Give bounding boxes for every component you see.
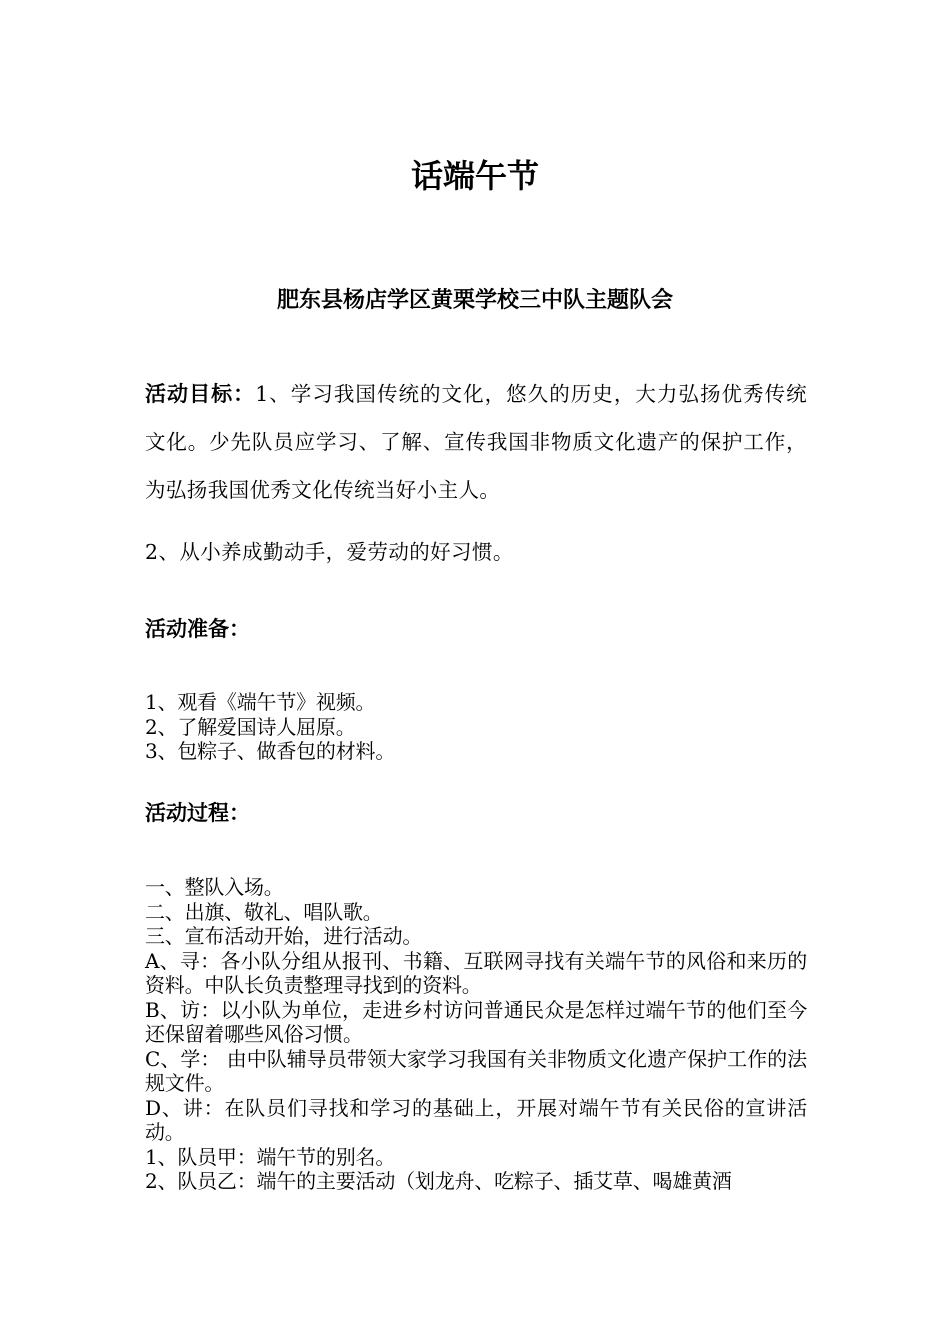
list-item: 1、队员甲：端午节的别名。 (145, 1144, 396, 1169)
list-item: A、寻：各小队分组从报刊、书籍、互联网寻找有关端午节的风俗和来历的资料。中队长负责整理寻找到的资料。 (145, 948, 807, 997)
preparation-heading: 活动准备： (145, 617, 250, 641)
list-item: 1、观看《端午节》视频。 (145, 690, 376, 714)
list-item: 三、宣布活动开始，进行活动。 (145, 924, 423, 948)
process-heading: 活动过程： (145, 801, 250, 825)
preparation-list (145, 690, 807, 764)
goals-text-2: 2、从小养成勤动手，爱劳动的好习惯。 (145, 540, 514, 564)
page-subtitle: 肥东县杨店学区黄栗学校三中队主题队会 (276, 288, 673, 313)
page-title: 话端午节 (410, 157, 539, 195)
list-item: 2、了解爱国诗人屈原。 (145, 714, 356, 739)
list-item: 二、出旗、敬礼、唱队歌。 (145, 899, 383, 924)
goals-heading: 活动目标： (145, 382, 256, 406)
list-item: 2、队员乙：端午的主要活动（划龙舟、吃粽子、插艾草、喝雄黄酒 (145, 1169, 732, 1193)
goals-paragraph (145, 370, 807, 514)
process-list (145, 875, 807, 1194)
list-item: B、访：以小队为单位，走进乡村访问普通民众是怎样过端午节的他们至今还保留着哪些风俗习惯。 (145, 997, 807, 1046)
list-item: C、学： 由中队辅导员带领大家学习我国有关非物质文化遗产保护工作的法规文件。 (145, 1046, 807, 1095)
list-item: 一、整队入场。 (145, 875, 284, 899)
list-item: 3、包粽子、做香包的材料。 (145, 739, 396, 763)
list-item: D、讲：在队员们寻找和学习的基础上，开展对端午节有关民俗的宣讲活动。 (145, 1095, 807, 1144)
goals-text-1: 1、学习我国传统的文化，悠久的历史，大力弘扬优秀传统文化。少先队员应学习、了解、宣传我国非物质文化遗产的保护工作，为弘扬我国优秀文化传统当好小主人。 (145, 382, 808, 502)
